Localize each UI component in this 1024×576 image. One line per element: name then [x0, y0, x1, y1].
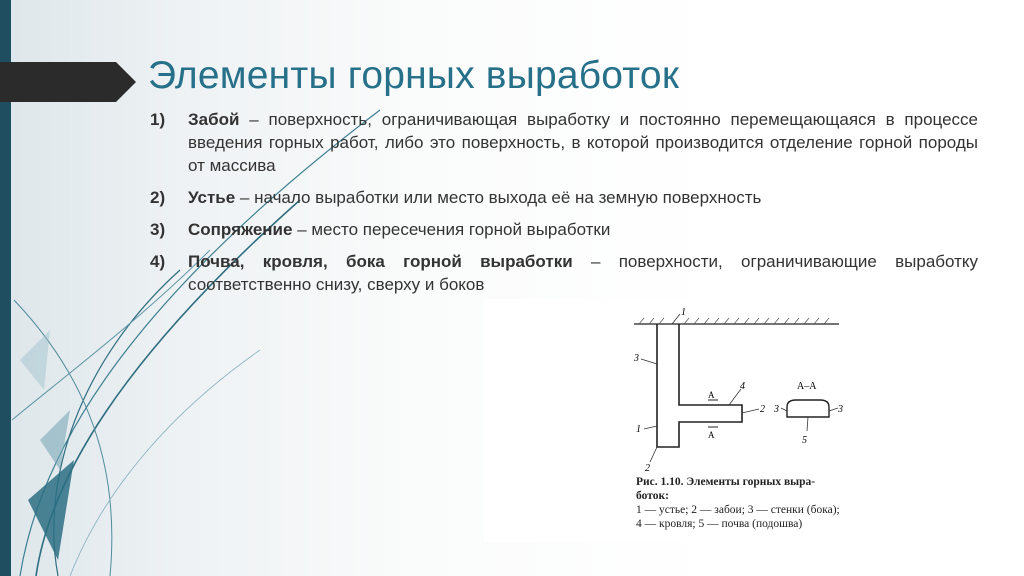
item-term: Забой	[188, 110, 240, 129]
item-text: – поверхность, ограничивающая выработку и постоянно перемещающаяся в процессе введения горных работ, либо это поверхность, в которой производится отделение горной породы от массива	[188, 110, 978, 175]
figure-caption	[636, 475, 876, 531]
item-text: – поверхности, ограничивающие выработку соответственно снизу, сверху и боков	[188, 252, 979, 294]
shaft-outline	[657, 324, 742, 447]
label-3-section-left: 3	[774, 404, 779, 415]
item-number: 3)	[150, 220, 166, 239]
label-a-up: A	[708, 390, 715, 400]
list-item	[150, 108, 978, 177]
label-1-top: 1	[681, 307, 686, 318]
caption-line: 4 — кровля; 5 — почва (подошва)	[636, 518, 803, 530]
list-item	[150, 186, 978, 209]
cross-section	[787, 400, 829, 417]
mine-workings-figure	[484, 299, 999, 542]
page-title: Элементы горных выработок	[148, 54, 680, 97]
item-term: Устье	[188, 188, 236, 207]
curve-line	[70, 350, 260, 576]
item-text: – начало выработки или место выхода её на земную поверхность	[235, 188, 762, 207]
ground-hatching	[639, 318, 829, 324]
label-4: 4	[740, 381, 745, 392]
item-term: Сопряжение	[188, 220, 293, 239]
label-section-title: A–A	[797, 381, 817, 392]
label-5: 5	[802, 435, 807, 446]
label-3-section-right: 3	[838, 404, 843, 415]
label-2-right: 2	[760, 404, 765, 415]
list-item	[150, 250, 978, 296]
caption-title: Рис. 1.10. Элементы горных выра-	[636, 476, 816, 488]
curve-line	[54, 270, 180, 576]
item-number: 2)	[150, 188, 166, 207]
title-arrow-icon	[0, 62, 136, 102]
item-number: 1)	[150, 110, 166, 129]
caption-line: 1 — устье; 2 — забои; 3 — стенки (бока);	[636, 504, 840, 516]
item-text: – место пересечения горной выработки	[292, 220, 611, 239]
item-number: 4)	[150, 252, 166, 271]
label-a-down: A	[708, 430, 715, 440]
label-1-mid: 1	[636, 424, 641, 435]
item-term: Почва, кровля, бока горной выработки	[188, 252, 573, 271]
label-3-left: 3	[634, 353, 639, 364]
label-2-bottom: 2	[645, 463, 650, 474]
deco-triangle	[40, 410, 70, 470]
definitions-list	[150, 108, 978, 296]
caption-title-cont: боток:	[636, 490, 669, 502]
deco-triangle	[20, 330, 50, 390]
list-item	[150, 218, 978, 241]
